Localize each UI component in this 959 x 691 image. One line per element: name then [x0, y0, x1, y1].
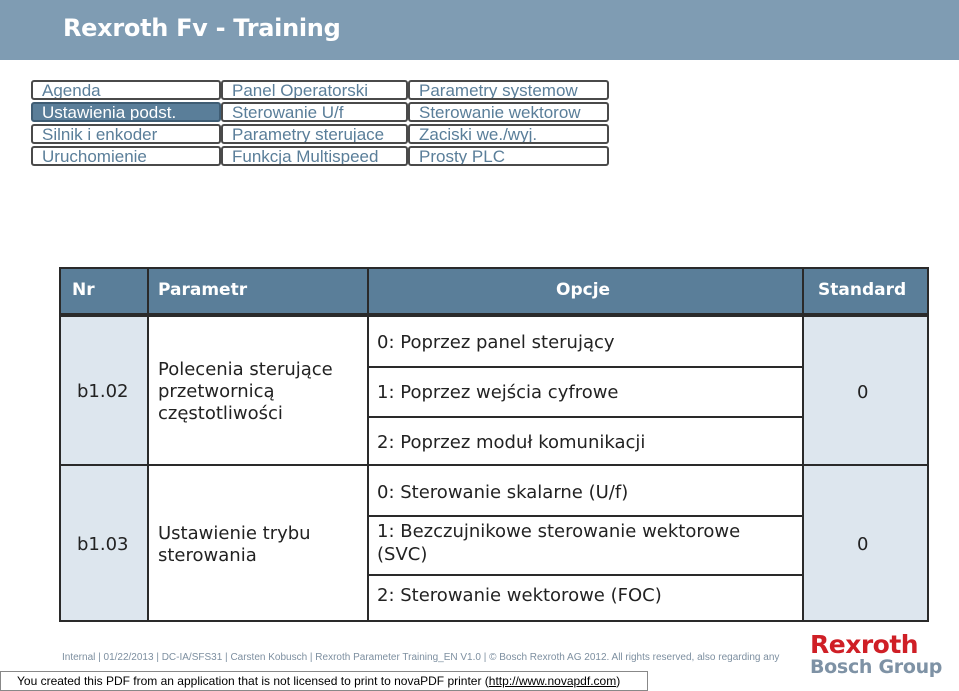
header-opcje: Opcje: [556, 280, 611, 300]
table-header: [59, 267, 929, 315]
option-text: 0: Sterowanie skalarne (U/f): [377, 482, 629, 503]
divider: [147, 317, 149, 464]
nav-item-sterowanie-uf[interactable]: Sterowanie U/f: [221, 102, 408, 122]
divider: [802, 466, 804, 620]
footer-legal-text: Internal | 01/22/2013 | DC-IA/SFS31 | Carsten Kobusch | Rexroth Parameter Training_EN V1.0 | © Bosch Rexroth AG 2012. All rights reserved, also regarding any: [62, 652, 780, 663]
param-name-line: Polecenia sterujące: [158, 359, 333, 380]
header-nr: Nr: [72, 280, 95, 300]
divider: [367, 416, 803, 418]
divider: [147, 269, 149, 313]
nav-item-sterowanie-wektorow[interactable]: Sterowanie wektorow: [408, 102, 609, 122]
divider: [367, 317, 369, 464]
divider: [147, 466, 149, 620]
table-row-b1-02: [59, 315, 929, 466]
param-name-line: częstotliwości: [158, 403, 283, 424]
param-name-line: przetwornicą: [158, 381, 275, 402]
divider: [367, 269, 369, 313]
rexroth-logo: [810, 630, 942, 678]
option-text: 2: Poprzez moduł komunikacji: [377, 432, 646, 453]
divider: [367, 466, 369, 620]
option-text: 0: Poprzez panel sterujący: [377, 332, 615, 353]
watermark-text: You created this PDF from an application that is not licensed to print to novaPDF printer (: [17, 674, 489, 688]
nav-item-funkcja-multispeed[interactable]: Funkcja Multispeed: [221, 146, 408, 166]
option-text: 1: Bezczujnikowe sterowanie wektorowe: [377, 521, 741, 542]
nav-item-silnik-i-enkoder[interactable]: Silnik i enkoder: [31, 124, 221, 144]
header-standard: Standard: [818, 280, 907, 300]
logo-bosch-group: Bosch Group: [810, 656, 943, 678]
param-nr: b1.02: [77, 381, 129, 402]
title-bar: [0, 0, 959, 60]
nav-item-ustawienia-podst[interactable]: Ustawienia podst.: [31, 102, 221, 122]
param-nr: b1.03: [77, 534, 129, 555]
watermark-link[interactable]: http://www.novapdf.com: [488, 674, 617, 688]
option-text: (SVC): [377, 544, 428, 565]
nav-item-panel-operatorski[interactable]: Panel Operatorski: [221, 80, 408, 100]
nav-item-prosty-plc[interactable]: Prosty PLC: [408, 146, 609, 166]
header-parametr: Parametr: [158, 280, 248, 300]
page-title: Rexroth Fv - Training: [63, 14, 341, 42]
divider: [367, 366, 803, 368]
divider: [802, 269, 804, 313]
watermark-close: ): [616, 674, 621, 688]
table-row-b1-03: [59, 464, 929, 622]
nav-item-uruchomienie[interactable]: Uruchomienie: [31, 146, 221, 166]
standard-value: 0: [857, 382, 869, 403]
param-name-line: sterowania: [158, 545, 257, 566]
option-text: 1: Poprzez wejścia cyfrowe: [377, 382, 619, 403]
nav-item-zaciski-we-wyj[interactable]: Zaciski we./wyj.: [408, 124, 609, 144]
divider: [802, 317, 804, 464]
nav-item-agenda[interactable]: Agenda: [31, 80, 221, 100]
nav-item-parametry-sterujace[interactable]: Parametry sterujace: [221, 124, 408, 144]
novapdf-watermark: [0, 671, 648, 691]
standard-value: 0: [857, 534, 869, 555]
nav-item-parametry-systemow[interactable]: Parametry systemow: [408, 80, 609, 100]
divider: [367, 574, 803, 576]
param-name-line: Ustawienie trybu: [158, 523, 311, 544]
divider: [367, 515, 803, 517]
option-text: 2: Sterowanie wektorowe (FOC): [377, 585, 662, 606]
logo-rexroth: Rexroth: [810, 630, 919, 659]
